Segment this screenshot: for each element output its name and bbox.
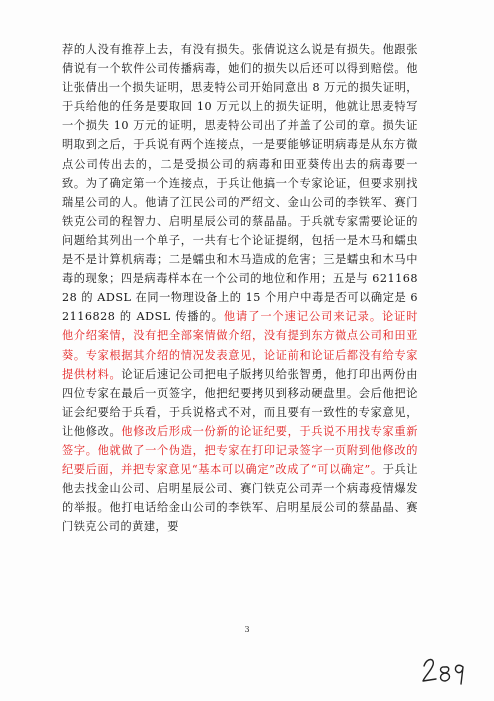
text-segment: 荐的人没有推荐上去，有没有损失。张倩说这么说是有损失。他跟张倩说有一个软件公司传播病毒，她们的损失以后还可以得到赔偿。他让张倩出一个损失证明，思麦特公司开始同意出 8 万元的损失证明，于兵给他的任务是要取回 10 万元以上的损失证明，他就让思麦特写一个损失 10 万元的证明，思麦特公司出了并盖了公司的章。损失证明取到之后，于兵说有两个连接点，一是要能够证明病毒是从东方微点公司传出去的，二是受损公司的病毒和田亚葵传出去的病毒要一致。为了确定第一个连接点，于兵让他搞一个专家论证，但要求别找瑞星公司的人。他请了江民公司的严绍文、金山公司的李铁军、赛门铁克公司的程智力、启明星辰公司的蔡晶晶。于兵就专家需要论证的问题给其列出一个单子，一共有七个论证提纲，包括一是木马和蠕虫是不是计算机病毒；二是蠕虫和木马造成的危害；三是蠕虫和木马中毒的现象；四是病毒样本在一个公司的地位和作用；五是与 62116828 的 ADSL 在同一物理设备上的 15 个用户中毒是否可以确定是 62116828 的 ADSL 传播的。 — [62, 43, 418, 324]
text-segment: 于兵让他去找金山公司、启明星辰公司、赛门铁克公司弄一个病毒疫情爆发的举报。他打电话给金山公司的李铁军、启明星辰公司的蔡晶晶、赛门铁克公司的黄建，要 — [62, 463, 418, 534]
page-number: 3 — [244, 625, 250, 634]
text-segment: 论证后速记公司把电子版拷贝给张智勇，他打印出两份由四位专家在最后一页签字，他把纪要拷贝到移动硬盘里。会后他把论证会纪要给于兵看，于兵说格式不对，而且要有一致性的专家意见，让他修改。 — [62, 367, 418, 438]
highlighted-text-segment: 他请了一个速记公司来记录。论证时他介绍案情，没有把全部案情做介绍，没有提到东方微点公司和田亚葵。专家根据其介绍的情况发表意见，论证前和论证后都没有给专家提供材料。 — [62, 310, 418, 381]
handwritten-page-mark-icon — [420, 652, 468, 686]
highlighted-text-segment: 他修改后形成一份新的论证纪要，于兵说不用找专家重新签字。他就做了一个伪造，把专家在打印记录签字一页附到他修改的纪要后面，并把专家意见“基本可以确定”改成了“可以确定”。 — [62, 424, 418, 477]
body-paragraph — [62, 40, 418, 536]
